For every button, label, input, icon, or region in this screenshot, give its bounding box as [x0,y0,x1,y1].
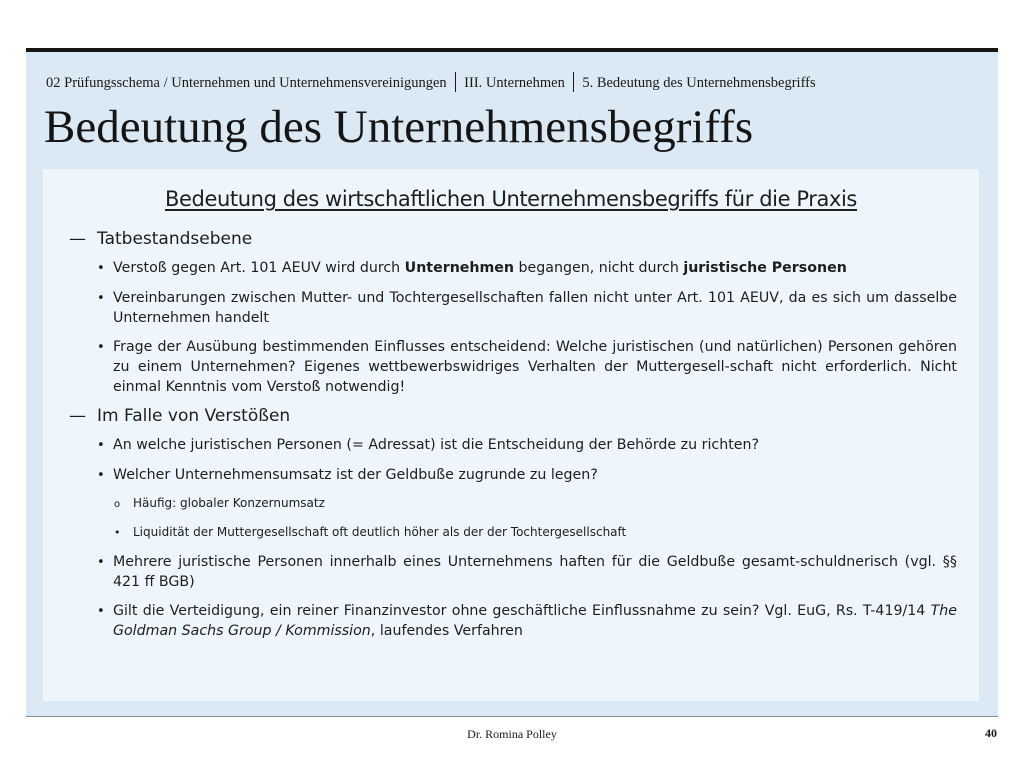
bullet-marker: • [97,438,105,453]
bullet-text-bold: juristische Personen [683,260,847,276]
section-heading [69,406,957,426]
bullet-text: An welche juristischen Personen (= Adressat) ist die Entscheidung der Behörde zu richten? [113,437,760,453]
dash-marker: — [69,229,84,249]
bullet-marker: • [97,555,105,570]
section-heading [69,229,957,249]
bullet-text-part: , laufendes Verfahren [370,623,523,639]
breadcrumb [46,72,816,92]
sub-bullet-text: Häufig: globaler Konzernumsatz [133,496,325,510]
bullet-item [97,552,957,592]
bullet-text: Welcher Unternehmensumsatz ist der Geldbuße zugrunde zu legen? [113,467,598,483]
bullet-text: Frage der Ausübung bestimmenden Einflusses entscheidend: Welche juristischen (und natürlichen) Personen gehören zu einem Unternehmen? Eigenes wettbewerbswidriges Verhalten der Muttergesell-schaft nicht erforderlich. Nicht einmal Kenntnis vom Verstoß notwendig! [113,339,957,395]
bullet-marker: • [97,468,105,483]
bullet-text [113,601,957,641]
bullet-marker: • [97,604,105,619]
breadcrumb-part-3: 5. Bedeutung des Unternehmensbegriffs [582,75,816,91]
bullet-text: Mehrere juristische Personen innerhalb eines Unternehmens haften für die Geldbuße gesamt-schuldnerisch (vgl. §§ 421 ff BGB) [113,554,957,590]
bullet-item [97,601,957,641]
bullet-text-part: Gilt die Verteidigung, ein reiner Finanzinvestor ohne geschäftliche Einflussnahme zu sein? Vgl. EuG, Rs. T-419/14 [113,603,931,619]
bullet-item [97,337,957,397]
page-title: Bedeutung des Unternehmensbegriffs [44,101,754,153]
breadcrumb-part-2: III. Unternehmen [464,75,565,91]
section-label: Im Falle von Verstößen [97,406,291,426]
bullet-text-part: Verstoß gegen Art. 101 AEUV wird durch [113,260,405,276]
breadcrumb-separator [455,72,457,92]
bullet-text-part: begangen, nicht durch [514,260,684,276]
bullet-marker: • [97,291,105,306]
bullet-item [97,288,957,328]
bullet-item [97,465,957,486]
sub-bullet-marker: o [114,499,121,510]
breadcrumb-separator [573,72,575,92]
content-panel [43,169,979,701]
bullet-marker: • [97,340,105,355]
sub-bullet-item [114,524,957,541]
bullet-item [97,258,957,279]
content-body [69,229,957,650]
breadcrumb-part-1: 02 Prüfungsschema / Unternehmen und Unternehmensvereinigungen [46,75,447,91]
bullet-text-bold: Unternehmen [404,260,515,276]
bullet-text [113,258,957,278]
dash-marker: — [69,406,84,426]
case-name-italic: The Goldman Sachs Group / Kommission [113,603,957,639]
bullet-item [97,435,957,456]
bullet-marker: • [97,261,105,276]
footer-author: Dr. Romina Polley [467,727,557,741]
panel-heading: Bedeutung des wirtschaftlichen Unternehmensbegriffs für die Praxis [165,187,857,211]
slide [26,48,998,717]
sub-bullet-marker: • [114,526,121,539]
sub-bullet-item [114,495,957,513]
bullet-text: Vereinbarungen zwischen Mutter- und Tochtergesellschaften fallen nicht unter Art. 101 AEUV, da es sich um dasselbe Unternehmen handelt [113,290,957,326]
sub-bullet-text: Liquidität der Muttergesellschaft oft deutlich höher als der der Tochtergesellschaft [133,525,627,539]
section-label: Tatbestandsebene [97,229,253,249]
page-number: 40 [985,726,997,740]
